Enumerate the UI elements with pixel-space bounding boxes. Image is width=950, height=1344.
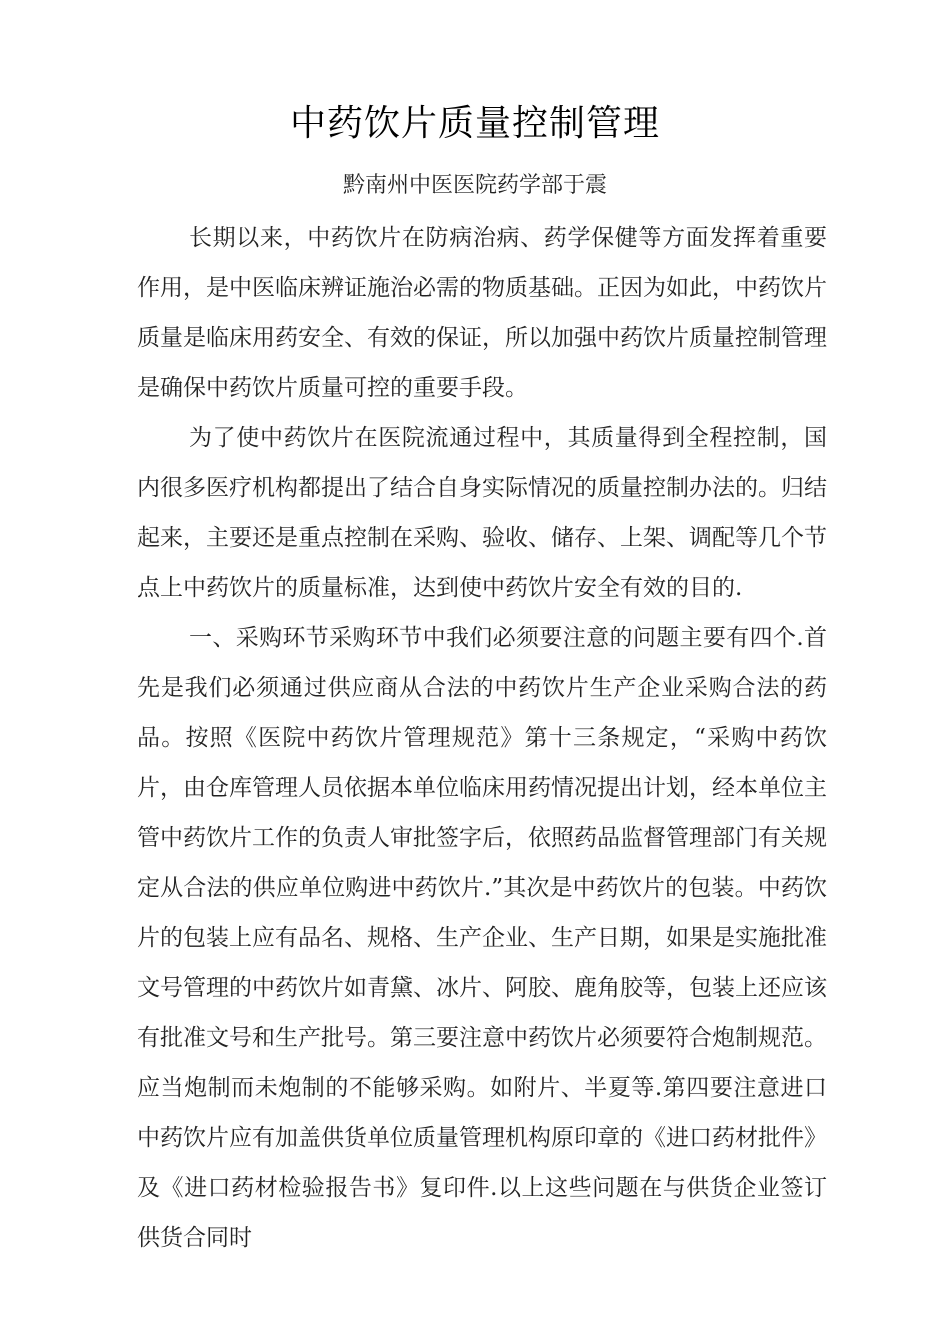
paragraph-procurement: 一、采购环节采购环节中我们必须要注意的问题主要有四个.首先是我们必须通过供应商从合法的中药饮片生产企业采购合法的药品。按照《医院中药饮片管理规范》第十三条规定，“采购中药饮片，由仓库管理人员依据本单位临床用药情况提出计划，经本单位主管中药饮片工作的负责人审批签字后，依照药品监督管理部门有关规定从合法的供应单位购进中药饮片.”其次是中药饮片的包装。中药饮片的包装上应有品名、规格、生产企业、生产日期，如果是实施批准文号管理的中药饮片如青黛、冰片、阿胶、鹿角胶等，包装上还应该有批准文号和生产批号。第三要注意中药饮片必须要符合炮制规范。应当炮制而未炮制的不能够采购。如附片、半夏等.第四要注意进口中药饮片应有加盖供货单位质量管理机构原印章的《进口药材批件》及《进口药材检验报告书》复印件.以上这些问题在与供货企业签订供货合同时 [137, 625, 827, 1251]
paragraph-intro: 长期以来，中药饮片在防病治病、药学保健等方面发挥着重要作用，是中医临床辨证施治必需的物质基础。正因为如此，中药饮片质量是临床用药安全、有效的保证，所以加强中药饮片质量控制管理是确保中药饮片质量可控的重要手段。 [137, 225, 827, 401]
paragraph-quality-control: 为了使中药饮片在医院流通过程中，其质量得到全程控制，国内很多医疗机构都提出了结合自身实际情况的质量控制办法的。归结起来，主要还是重点控制在采购、验收、储存、上架、调配等几个节点上中药饮片的质量标准，达到使中药饮片安全有效的目的. [137, 425, 827, 601]
author-byline: 黔南州中医医院药学部于震 [342, 173, 607, 198]
document-body [137, 213, 827, 1263]
document-title: 中药饮片质量控制管理 [289, 103, 660, 144]
